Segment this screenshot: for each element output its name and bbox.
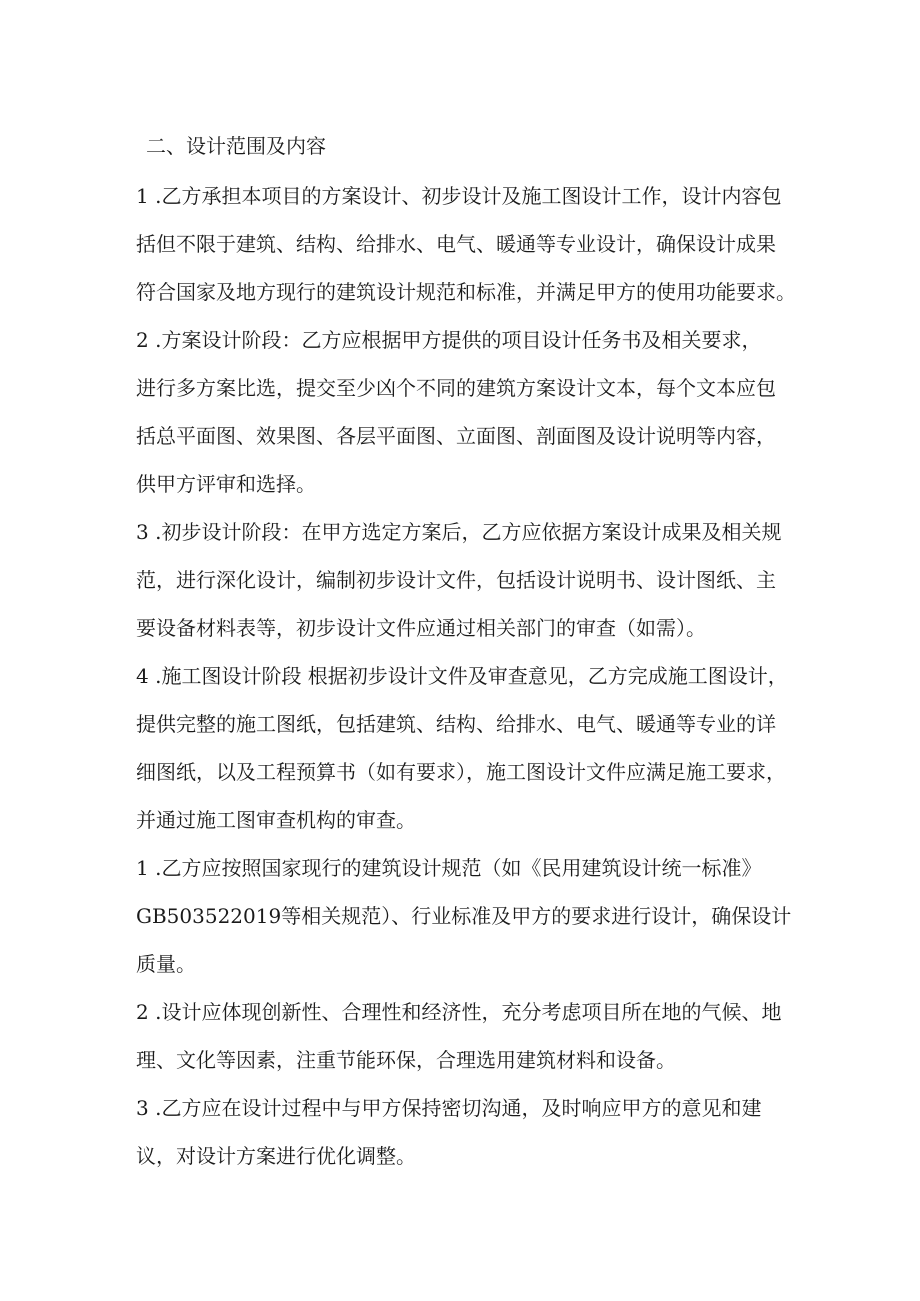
text-line: 提供完整的施工图纸，包括建筑、结构、给排水、电气、暖通等专业的详: [136, 712, 776, 736]
text-line: 1 .乙方承担本项目的方案设计、初步设计及施工图设计工作，设计内容包: [136, 184, 782, 208]
section-heading: 二、设计范围及内容: [146, 134, 326, 158]
text-line: 范，进行深化设计，编制初步设计文件，包括设计说明书、设计图纸、主: [136, 568, 776, 592]
paragraph-scope-overview: [136, 181, 796, 325]
text-line: GB503522019等相关规范）、行业标准及甲方的要求进行设计，确保设计: [136, 904, 792, 928]
text-line: 4 .施工图设计阶段 根据初步设计文件及审查意见，乙方完成施工图设计，: [136, 664, 788, 688]
text-line: 质量。: [136, 952, 196, 976]
text-line: 议，对设计方案进行优化调整。: [136, 1144, 416, 1168]
paragraph-design-principles: [136, 997, 796, 1093]
text-line: 符合国家及地方现行的建筑设计规范和标准，并满足甲方的使用功能要求。: [136, 280, 796, 304]
paragraph-construction-drawing: [136, 661, 796, 853]
text-line: 进行多方案比选，提交至少凶个不同的建筑方案设计文本，每个文本应包: [136, 376, 776, 400]
text-line: 供甲方评审和选择。: [136, 472, 316, 496]
paragraph-design-standards: [136, 853, 796, 997]
text-line: 括但不限于建筑、结构、给排水、电气、暖通等专业设计，确保设计成果: [136, 232, 776, 256]
text-line: 细图纸，以及工程预算书（如有要求），施工图设计文件应满足施工要求，: [136, 760, 786, 784]
text-line: 括总平面图、效果图、各层平面图、立面图、剖面图及设计说明等内容，: [136, 424, 776, 448]
text-line: 2 .设计应体现创新性、合理性和经济性，充分考虑项目所在地的气候、地: [136, 1000, 782, 1024]
text-line: 3 .初步设计阶段：在甲方选定方案后，乙方应依据方案设计成果及相关规: [136, 520, 782, 544]
text-line: 2 .方案设计阶段：乙方应根据甲方提供的项目设计任务书及相关要求，: [136, 328, 762, 352]
text-line: 并通过施工图审查机构的审查。: [136, 808, 416, 832]
text-line: 理、文化等因素，注重节能环保，合理选用建筑材料和设备。: [136, 1048, 676, 1072]
text-line: 1 .乙方应按照国家现行的建筑设计规范（如《民用建筑设计统一标准》: [136, 856, 762, 880]
paragraph-preliminary-design: [136, 517, 796, 661]
text-line: 3 .乙方应在设计过程中与甲方保持密切沟通，及时响应甲方的意见和建: [136, 1096, 762, 1120]
text-line: 要设备材料表等，初步设计文件应通过相关部门的审查（如需）。: [136, 616, 706, 640]
paragraph-scheme-design: [136, 325, 796, 517]
paragraph-communication: [136, 1093, 796, 1189]
